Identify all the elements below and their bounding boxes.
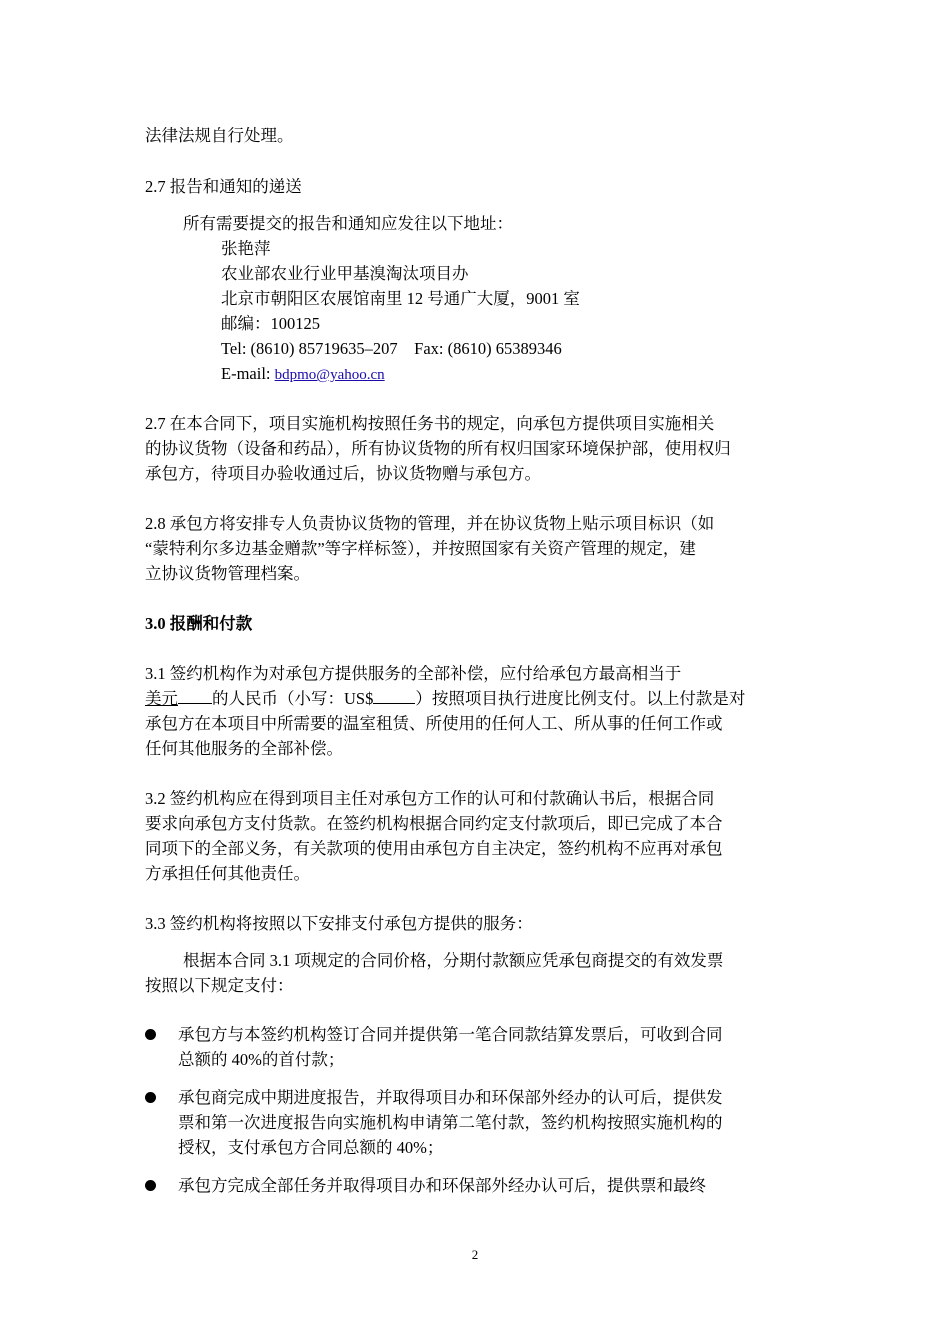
amount-blank bbox=[373, 687, 415, 704]
email-label: E-mail: bbox=[221, 364, 275, 383]
text-line: 所有需要提交的报告和通知应发往以下地址： bbox=[183, 214, 513, 233]
address-zip: 邮编：100125 bbox=[221, 314, 320, 333]
text-line: 3.3 签约机构将按照以下安排支付承包方提供的服务： bbox=[145, 914, 533, 933]
list-item-line: 总额的 40%的首付款； bbox=[178, 1050, 345, 1069]
list-item-line: 授权，支付承包方合同总额的 40%； bbox=[178, 1138, 444, 1157]
text-line: 承包方在本项目中所需要的温室租赁、所使用的任何人工、所从事的任何工作或 bbox=[145, 714, 723, 733]
list-item-line: 承包方与本签约机构签订合同并提供第一笔合同款结算发票后，可收到合同 bbox=[178, 1025, 723, 1044]
list-item-line: 承包方完成全部任务并取得项目办和环保部外经办认可后，提供票和最终 bbox=[178, 1176, 706, 1195]
page-number: 2 bbox=[471, 1247, 479, 1262]
text-fragment: 的人民币（小写：US$ bbox=[212, 689, 374, 708]
text-line: “蒙特利尔多边基金赠款”等字样标签），并按照国家有关资产管理的规定，建 bbox=[145, 539, 696, 558]
text-line: 的协议货物（设备和药品），所有协议货物的所有权归国家环境保护部，使用权归 bbox=[145, 439, 731, 458]
text-line: 同项下的全部义务，有关款项的使用由承包方自主决定，签约机构不应再对承包 bbox=[145, 839, 723, 858]
address-street: 北京市朝阳区农展馆南里 12 号通广大厦，9001 室 bbox=[221, 289, 580, 308]
text-line: 2.7 在本合同下，项目实施机构按照任务书的规定，向承包方提供项目实施相关 bbox=[145, 414, 715, 433]
text-line: 承包方，待项目办验收通过后，协议货物赠与承包方。 bbox=[145, 464, 541, 483]
address-org: 农业部农业行业甲基溴淘汰项目办 bbox=[221, 264, 469, 283]
text-line: 根据本合同 3.1 项规定的合同价格，分期付款额应凭承包商提交的有效发票 bbox=[183, 951, 724, 970]
amount-blank bbox=[178, 687, 212, 704]
section-heading-2-7: 2.7 报告和通知的递送 bbox=[145, 177, 302, 196]
text-line: 2.8 承包方将安排专人负责协议货物的管理，并在协议货物上贴示项目标识（如 bbox=[145, 514, 715, 533]
text-line: 法律法规自行处理。 bbox=[145, 126, 294, 145]
address-email bbox=[221, 361, 385, 388]
bullet-icon bbox=[145, 1092, 156, 1103]
text-line: 任何其他服务的全部补偿。 bbox=[145, 739, 343, 758]
email-link[interactable]: bdpmo@yahoo.cn bbox=[274, 367, 385, 383]
text-line: 立协议货物管理档案。 bbox=[145, 564, 310, 583]
address-name: 张艳萍 bbox=[221, 239, 271, 258]
list-item-line: 票和第一次进度报告向实施机构申请第二笔付款，签约机构按照实施机构的 bbox=[178, 1113, 723, 1132]
currency-label: 美元 bbox=[145, 689, 178, 708]
text-line-with-blanks bbox=[145, 686, 745, 711]
text-line: 方承担任何其他责任。 bbox=[145, 864, 310, 883]
section-heading-3-0: 3.0 报酬和付款 bbox=[145, 614, 253, 633]
text-line: 要求向承包方支付货款。在签约机构根据合同约定支付款项后，即已完成了本合 bbox=[145, 814, 723, 833]
text-line: 按照以下规定支付： bbox=[145, 976, 294, 995]
bullet-icon bbox=[145, 1180, 156, 1191]
address-phone-fax: Tel: (8610) 85719635–207 Fax: (8610) 65389346 bbox=[221, 339, 562, 358]
text-line: 3.2 签约机构应在得到项目主任对承包方工作的认可和付款确认书后，根据合同 bbox=[145, 789, 715, 808]
list-item-line: 承包商完成中期进度报告，并取得项目办和环保部外经办的认可后，提供发 bbox=[178, 1088, 723, 1107]
text-fragment: ）按照项目执行进度比例支付。以上付款是对 bbox=[415, 689, 746, 708]
bullet-icon bbox=[145, 1029, 156, 1040]
text-line: 3.1 签约机构作为对承包方提供服务的全部补偿，应付给承包方最高相当于 bbox=[145, 664, 682, 683]
